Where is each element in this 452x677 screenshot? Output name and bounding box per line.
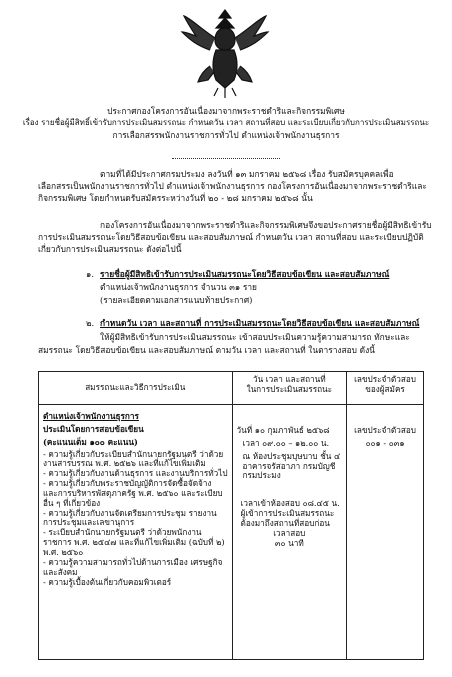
header-datetime: วัน เวลา และสถานที่ ในการประเมินสมรรถนะ (232, 372, 347, 405)
topic-line: พ.ศ. ๒๕๖๐ (43, 546, 84, 557)
entry-notice: เวลาเข้าห้องสอบ ๐๘.๔๕ น. (240, 498, 340, 509)
topic-line: - ความรู้เกี่ยวกับพระราชบัญญัติการจัดซื้อจัดจ้าง (43, 478, 212, 489)
para1-line2: เลือกสรรเป็นพนักงานราชการทั่วไป ตำแหน่งเจ้าพนักงานธุรการ กองโครงการอันเนื่องมาจากพระราชดำริและ (38, 181, 427, 191)
item1-title: รายชื่อผู้มีสิทธิเข้ารับการประเมินสมรรถนะโดยวิธีสอบข้อเขียน และสอบสัมภาษณ์ (100, 269, 390, 279)
topic-line: - ความรู้เกี่ยวกับงานจัดเตรียมการประชุม รายงาน (43, 507, 217, 518)
exam-number-cell (347, 405, 424, 660)
topic-line: และสังคม (43, 566, 78, 577)
exam-place: อาคารจรัสอาภา กรมบัญชี (242, 460, 336, 471)
para2-line1: กองโครงการอันเนื่องมาจากพระราชดำริและกิจกรรมพิเศษจึงขอประกาศรายชื่อผู้มีสิทธิเข้ารับ (100, 220, 432, 230)
item2-title: กำหนดวัน เวลา และสถานที่ การประเมินสมรรถนะโดยวิธีสอบข้อเขียน และสอบสัมภาษณ์ (100, 318, 420, 328)
table-row (39, 405, 424, 660)
entry-notice: ต้องมาถึงสถานที่สอบก่อน (240, 517, 330, 528)
para1-line1: ตามที่ได้มีประกาศกรมประมง ลงวันที่ ๑๓ มกราคม ๒๕๖๘ เรื่อง รับสมัครบุคคลเพื่อ (100, 169, 394, 179)
exam-time: เวลา ๐๙.๐๐ – ๑๒.๐๐ น. (242, 437, 330, 448)
topic-line: - ระเบียบสำนักนายกรัฐมนตรี ว่าด้วยพนักงาน (43, 527, 202, 538)
entry-notice: เวลาสอบ (273, 527, 306, 538)
item1-detail: ตำแหน่งเจ้าพนักงานธุรการ จำนวน ๓๑ ราย (100, 282, 257, 292)
announcement-subject-cont: การเลือกสรรพนักงานราชการทั่วไป ตำแหน่งเจ้าพนักงานธุรการ (112, 130, 340, 140)
entry-notice: ผู้เข้าการประเมินสมรรถนะ (240, 508, 335, 519)
para3-line2: สมรรถนะ โดยวิธีสอบข้อเขียน และสอบสัมภาษณ์ ตามวัน เวลา และสถานที่ ในตารางสอบ ดังนี้ (38, 345, 375, 355)
score-note: (คะแนนเต็ม ๑๐๐ คะแนน) (43, 436, 138, 447)
exam-number-range: ๐๐๑ - ๐๓๑ (365, 437, 405, 448)
topic-line: และการบริหารพัสดุภาครัฐ พ.ศ. ๒๕๖๐ และระเบียบ (43, 487, 223, 498)
para3-line1: ให้ผู้มีสิทธิเข้ารับการประเมินสมรรถนะ เข้าสอบประเมินความรู้ความสามารถ ทักษะและ (100, 332, 410, 342)
topic-line: อื่น ๆ ที่เกี่ยวข้อง (43, 497, 101, 508)
entry-notice: ๓๐ นาที (274, 537, 304, 548)
item1-note: (รายละเอียดตามเอกสารแนบท้ายประกาศ) (100, 295, 253, 305)
topic-line: ราชการ พ.ศ. ๒๕๔๗ และที่แก้ไขเพิ่มเติม (ฉบับที่ ๒) (43, 537, 225, 548)
method-title: ประเมินโดยการสอบข้อเขียน (43, 423, 144, 434)
para1-line3: กิจกรรมพิเศษ โดยกำหนดรับสมัครระหว่างวันที่ ๒๐ - ๒๘ มกราคม ๒๕๖๘ นั้น (38, 193, 313, 203)
exam-place: กรมประมง (242, 470, 281, 481)
header-competency: สมรรถนะและวิธีการประเมิน (39, 372, 233, 405)
title-divider (172, 158, 280, 159)
item1-number: ๑. (86, 269, 94, 279)
topic-line: การประชุมและเลขานุการ (43, 517, 135, 528)
topic-line: - ความรู้เบื้องต้นเกี่ยวกับคอมพิวเตอร์ (43, 576, 172, 587)
garuda-emblem-icon (180, 4, 270, 100)
exam-schedule-table (38, 371, 424, 660)
exam-number-label: เลขประจำตัวสอบ (354, 425, 416, 435)
topic-line: งานสารบรรณ พ.ศ. ๒๕๒๖ และที่แก้ไขเพิ่มเติม (43, 458, 206, 469)
topic-line: - ความรู้เกี่ยวกับงานด้านธุรการ และงานบริการทั่วไป (43, 468, 228, 479)
para2-line2: การประเมินสมรรถนะโดยวิธีสอบข้อเขียน และสอบสัมภาษณ์ กำหนดวัน เวลา สถานที่สอบ และระเบียบปฏิบัติ (38, 232, 424, 242)
datetime-cell (232, 405, 347, 660)
header-exam-number: เลขประจำตัวสอบ ของผู้สมัคร (347, 372, 424, 405)
competency-cell (39, 405, 233, 660)
topic-line: - ความรู้ความสามารถทั่วไปด้านการเมือง เศรษฐกิจ (43, 556, 223, 567)
exam-date: วันที่ ๑๐ กุมภาพันธ์ ๒๕๖๘ (236, 425, 330, 435)
announcement-title: ประกาศกองโครงการอันเนื่องมาจากพระราชดำริและกิจกรรมพิเศษ (107, 106, 345, 116)
item2-number: ๒. (86, 318, 95, 328)
position-title: ตำแหน่งเจ้าพนักงานธุรการ (43, 411, 139, 421)
announcement-subject: เรื่อง รายชื่อผู้มีสิทธิ์เข้ารับการประเมินสมรรถนะ กำหนดวัน เวลา สถานที่สอบ และระเบียบเกี่ยวกับการประเมินสมรรถนะ (22, 118, 430, 127)
exam-place: ณ ห้องประชุมบุษบาบ ชั้น ๔ (242, 450, 341, 461)
table-header-row (39, 372, 424, 405)
topic-line: - ความรู้เกี่ยวกับระเบียบสำนักนายกรัฐมนตรี ว่าด้วย (43, 448, 224, 459)
para2-line3: เกี่ยวกับการประเมินสมรรถนะ ดังต่อไปนี้ (38, 244, 182, 254)
